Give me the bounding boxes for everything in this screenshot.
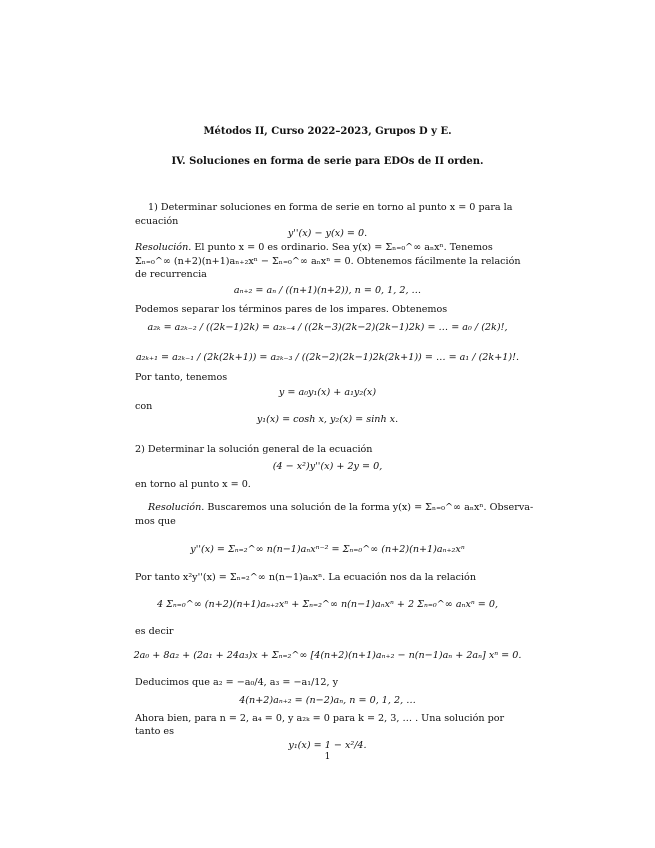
p2-ode: (4 − x²)y''(x) + 2y = 0, [272,461,383,472]
p1-basis: y₁(x) = cosh x, y₂(x) = sinh x. [256,414,399,425]
p1-resolution-line2: Σₙ₌₀^∞ (n+2)(n+1)aₙ₊₂xⁿ − Σₙ₌₀^∞ aₙxⁿ = 0. Obtenemos fácilmente la relación [135,256,521,267]
p2-statement: 2) Determinar la solución general de la ecuación [135,444,373,455]
p2-expanded: 2a₀ + 8a₂ + (2a₁ + 24a₃)x + Σₙ₌₂^∞ [4(n+2)(n+1)aₙ₊₂ − n(n−1)aₙ + 2aₙ] xⁿ = 0. [133,650,522,661]
p1-statement-cont: ecuación [135,216,179,227]
p2-resolution-text: Buscaremos una solución de la forma y(x) = Σₙ₌₀^∞ aₙxⁿ. Observa- [207,502,534,513]
p1-general-solution: y = a₀y₁(x) + a₁y₂(x) [278,387,377,398]
p1-therefore: Por tanto, tenemos [135,372,228,383]
p1-separate: Podemos separar los términos pares de los impares. Obtenemos [135,304,448,315]
p1-resolution [135,242,493,255]
p1-with: con [135,401,153,412]
p1-statement: 1) Determinar soluciones en forma de serie en torno al punto x = 0 para la [148,202,513,213]
page-number: 1 [324,752,331,762]
p2-that-is: es decir [135,626,174,637]
document-subtitle: IV. Soluciones en forma de serie para EDOs de II orden. [171,156,484,167]
p1-recurrence: aₙ₊₂ = aₙ / ((n+1)(n+2)), n = 0, 1, 2, … [233,285,422,296]
p2-now: Ahora bien, para n = 2, a₄ = 0, y a₂ₖ = 0 para k = 2, 3, … . Una solución por [135,713,505,724]
p2-now-cont: tanto es [135,726,175,737]
p1-even-coefficients: a₂ₖ = a₂ₖ₋₂ / ((2k−1)2k) = a₂ₖ₋₄ / ((2k−3)(2k−2)(2k−1)2k) = … = a₀ / (2k)!, [147,322,508,333]
p2-resolution-line2: mos que [135,516,176,527]
p2-recurrence: 4(n+2)aₙ₊₂ = (n−2)aₙ, n = 0, 1, 2, … [239,695,416,706]
p2-relation: 4 Σₙ₌₀^∞ (n+2)(n+1)aₙ₊₂xⁿ + Σₙ₌₂^∞ n(n−1)aₙxⁿ + 2 Σₙ₌₀^∞ aₙxⁿ = 0, [156,599,499,610]
p2-resolution [148,502,533,515]
p2-around: en torno al punto x = 0. [135,479,251,490]
p1-ode: y''(x) − y(x) = 0. [287,228,368,239]
p2-deduce: Deducimos que a₂ = −a₀/4, a₃ = −a₁/12, y [135,677,339,688]
p1-resolution-line3: de recurrencia [135,269,207,280]
p2-second-derivative: y''(x) = Σₙ₌₂^∞ n(n−1)aₙxⁿ⁻² = Σₙ₌₀^∞ (n+2)(n+1)aₙ₊₂xⁿ [190,544,465,555]
p2-resolution-label: Resolución. [148,502,205,513]
document-title: Métodos II, Curso 2022–2023, Grupos D y E. [203,126,452,137]
p2-therefore: Por tanto x²y''(x) = Σₙ₌₂^∞ n(n−1)aₙxⁿ. La ecuación nos da la relación [135,572,476,583]
p2-solution: y₁(x) = 1 − x²/4. [288,740,367,751]
p1-resolution-text: El punto x = 0 es ordinario. Sea y(x) = Σₙ₌₀^∞ aₙxⁿ. Tenemos [194,242,493,253]
p1-odd-coefficients: a₂ₖ₊₁ = a₂ₖ₋₁ / (2k(2k+1)) = a₂ₖ₋₃ / ((2k−2)(2k−1)2k(2k+1)) = … = a₁ / (2k+1)!. [135,352,520,363]
p1-resolution-label: Resolución. [135,242,192,253]
